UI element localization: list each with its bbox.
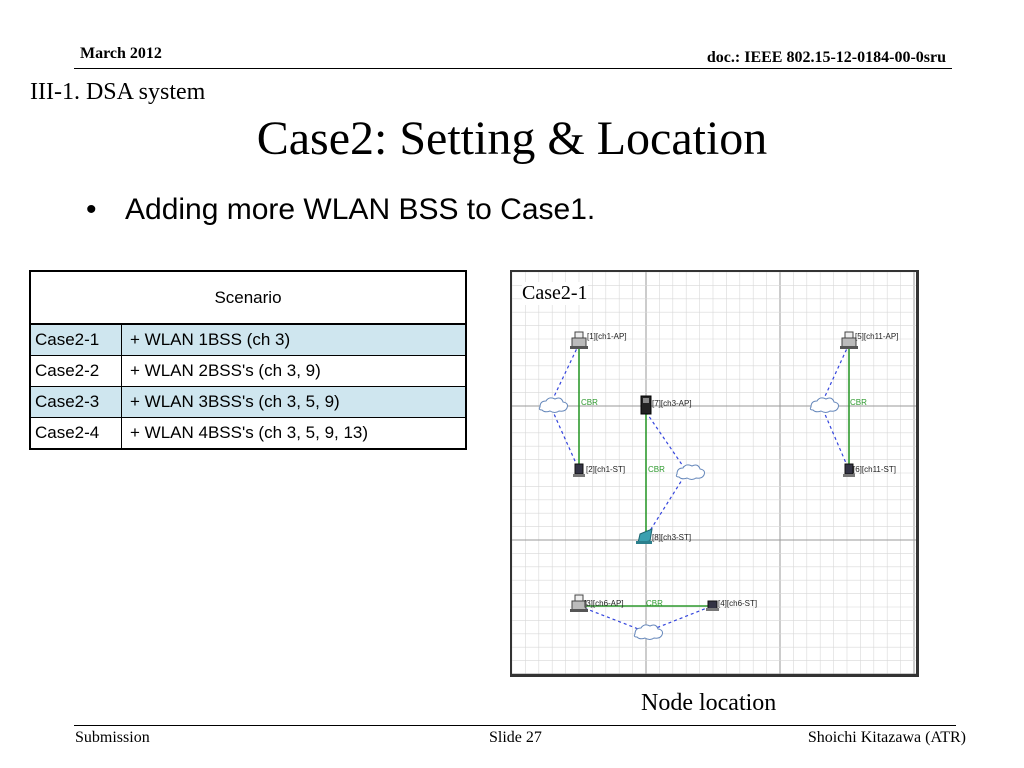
access-point-icon [641, 396, 651, 414]
node-label-7: [7][ch3-AP] [652, 399, 692, 408]
table-row [30, 387, 466, 418]
case-cell: Case2-1 [30, 324, 122, 356]
header-rule [74, 68, 952, 69]
access-point-icon [570, 332, 588, 349]
diagram-title: Case2-1 [522, 282, 588, 304]
table-row [30, 356, 466, 387]
table-header-row [30, 271, 466, 324]
bullet-text: Adding more WLAN BSS to Case1. [125, 193, 596, 226]
case-cell: Case2-4 [30, 418, 122, 450]
node-label-4: [4][ch6-ST] [718, 599, 758, 608]
footer-rule [74, 725, 956, 726]
link-label: CBR [646, 599, 663, 608]
link-label: CBR [850, 398, 867, 407]
link-label: CBR [581, 398, 598, 407]
case-cell: Case2-3 [30, 387, 122, 418]
cloud-icon [810, 398, 838, 413]
slide-number: Slide 27 [489, 729, 542, 746]
node-label-5: [5][ch11-AP] [855, 332, 899, 341]
cloud-icon [539, 398, 567, 413]
case-cell: Case2-2 [30, 356, 122, 387]
node-label-8: [8][ch3-ST] [652, 533, 692, 542]
node-label-2: [2][ch1-ST] [586, 465, 626, 474]
node-label-1: [1][ch1-AP] [587, 332, 627, 341]
station-icon [573, 464, 585, 477]
table-row [30, 324, 466, 356]
node-label-6: [6][ch11-ST] [853, 465, 896, 474]
node-location-diagram [510, 270, 919, 677]
bullet-dot-icon: • [86, 193, 97, 226]
description-cell: + WLAN 2BSS's (ch 3, 9) [122, 356, 467, 387]
scenario-table [29, 270, 467, 450]
table-header-cell: Scenario [30, 271, 466, 324]
description-cell: + WLAN 4BSS's (ch 3, 5, 9, 13) [122, 418, 467, 450]
link-label: CBR [648, 465, 665, 474]
section-label: III-1. DSA system [30, 79, 206, 105]
diagram-canvas [512, 272, 916, 674]
bullet-item [86, 193, 595, 227]
header-date: March 2012 [80, 45, 162, 62]
footer-author: Shoichi Kitazawa (ATR) [807, 729, 966, 746]
cloud-icon [676, 465, 704, 480]
description-cell: + WLAN 3BSS's (ch 3, 5, 9) [122, 387, 467, 418]
description-cell: + WLAN 1BSS (ch 3) [122, 324, 467, 356]
slide-title: Case2: Setting & Location [256, 112, 768, 165]
link-layer [550, 344, 867, 632]
header-doc-id: doc.: IEEE 802.15-12-0184-00-0sru [706, 49, 946, 66]
footer-left: Submission [75, 729, 150, 746]
diagram-caption: Node location [641, 690, 777, 716]
table-row [30, 418, 466, 450]
laptop-icon [636, 529, 652, 544]
node-label-3: [3][ch6-AP] [584, 599, 624, 608]
